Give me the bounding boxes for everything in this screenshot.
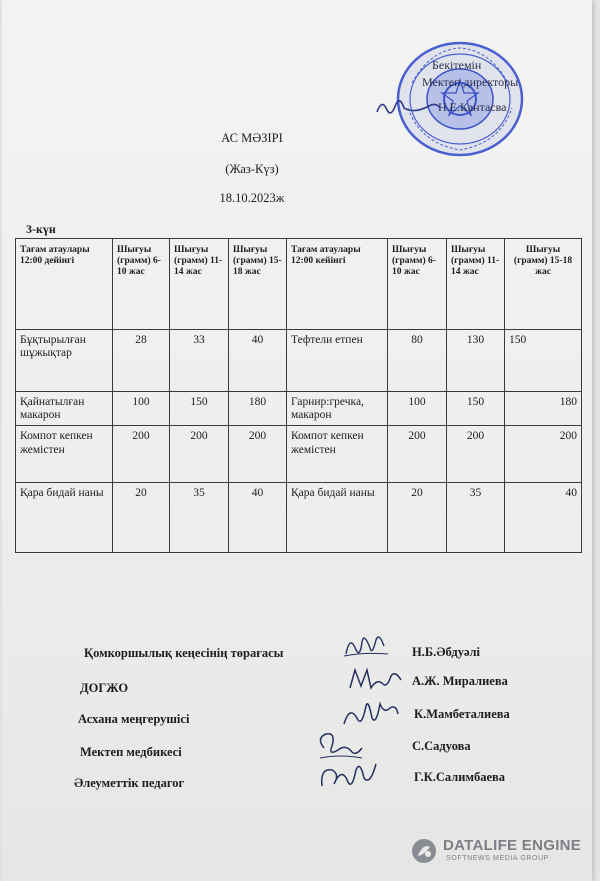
table-header-row [16,239,582,330]
page-title: АС МӘЗІРІ [221,131,283,145]
column-header: Шығуы (грамм) 15-18 жас [505,239,582,330]
signature-role: Қомкоршылық кеңесінің төрағасы [84,646,284,660]
column-header: Шығуы (грамм) 11-14 жас [447,239,505,330]
signature-name: К.Мамбеталиева [414,707,510,721]
column-header: Тағам атаулары 12:00 кейінгі [287,239,388,330]
table-cell: Қара бидай наны [16,482,113,552]
table-cell: 100 [388,391,447,425]
signature-role: Мектеп медбикесі [80,745,182,759]
table-row [16,482,582,552]
day-label: 3-күн [26,222,56,236]
watermark-logo [410,835,590,867]
watermark-subtitle: SOFTNEWS MEDIA GROUP [446,855,550,862]
table-cell: 100 [113,391,170,425]
director-signature-icon [374,92,444,122]
signature-name: С.Садуова [412,739,471,753]
table-cell: 40 [505,482,582,552]
menu-table [15,238,582,553]
table-cell: Гарнир:гречка, макарон [287,391,388,425]
approval-line-position: Мектеп директоры [422,75,519,89]
table-cell: 180 [229,391,287,425]
handwritten-signature-icon [316,756,378,796]
table-cell: Бұқтырылған шұжықтар [16,329,113,391]
table-cell: 180 [505,391,582,425]
approval-line-approve: Бекітемін [432,58,482,72]
handwritten-signature-icon [340,696,400,730]
signature-name: Н.Б.Әбдуәлі [412,645,481,659]
table-cell: 40 [229,329,287,391]
table-cell: 35 [170,482,229,552]
table-cell: 200 [447,426,505,482]
table-cell: Қайнатылған макарон [16,391,113,425]
handwritten-signature-icon [347,664,405,694]
table-cell: 130 [447,329,505,391]
table-cell: 35 [447,482,505,552]
signature-name: Г.К.Салимбаева [414,770,506,784]
season-label: (Жаз-Күз) [225,162,279,176]
table-cell: 200 [113,426,170,482]
table-cell: 150 [505,329,582,391]
table-cell: 150 [447,391,505,425]
table-cell: 150 [170,391,229,425]
table-cell: 200 [170,426,229,482]
table-cell: 200 [388,426,447,482]
date-label: 18.10.2023ж [219,191,285,205]
column-header: Шығуы (грамм) 6-10 жас [113,239,170,330]
table-cell: 80 [388,329,447,391]
table-row [16,391,582,425]
table-cell: Тефтели етпен [287,329,388,391]
table-row [16,426,582,482]
signature-role: ДОГЖО [80,681,129,695]
watermark-title: DATALIFE ENGINE [443,837,582,854]
table-cell: 200 [229,426,287,482]
table-cell: 33 [170,329,229,391]
table-cell: 40 [229,482,287,552]
table-cell: 20 [113,482,170,552]
column-header: Шығуы (грамм) 11-14 жас [170,239,229,330]
datalife-logo-icon [410,837,438,865]
column-header: Тағам атаулары 12:00 дейінгі [16,239,113,330]
column-header: Шығуы (грамм) 15-18 жас [229,239,287,330]
table-row [16,329,582,391]
signature-role: Асхана меңгерушісі [78,712,190,726]
signature-role: Әлеуметтік педагог [74,776,185,790]
table-cell: Қара бидай наны [287,482,388,552]
table-cell: 28 [113,329,170,391]
table-cell: 20 [388,482,447,552]
table-cell: Компот кепкен жемістен [287,426,388,482]
table-cell: 200 [505,426,582,482]
approval-line-name: Н.Е.Кантасва [438,100,507,114]
table-cell: Компот кепкен жемістен [16,426,113,482]
signature-name: А.Ж. Миралиева [412,674,508,688]
column-header: Шығуы (грамм) 6-10 жас [388,239,447,330]
handwritten-signature-icon [342,628,390,662]
document-sheet [2,0,592,881]
